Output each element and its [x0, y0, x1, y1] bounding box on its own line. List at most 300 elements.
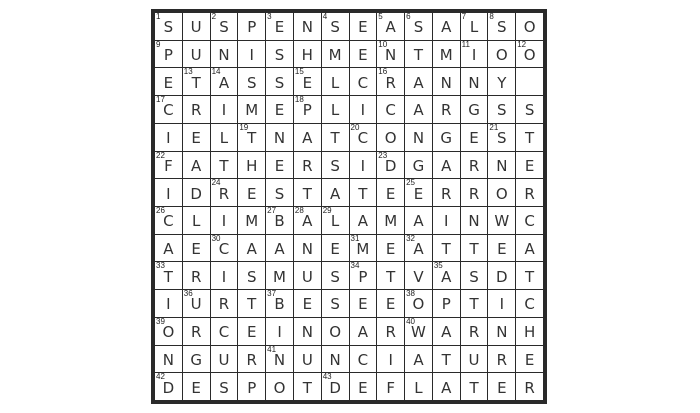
grid-cell[interactable] — [155, 68, 182, 95]
grid-cell[interactable] — [377, 124, 404, 151]
grid-cell[interactable] — [183, 68, 210, 95]
cell-letter: L — [330, 73, 340, 92]
grid-cell[interactable] — [377, 13, 404, 40]
grid-cell[interactable] — [488, 41, 515, 68]
clue-number: 11 — [461, 40, 470, 49]
grid-cell[interactable] — [322, 290, 349, 317]
grid-cell[interactable] — [516, 318, 543, 345]
cell-letter: M — [384, 212, 398, 231]
grid-cell[interactable] — [266, 68, 293, 95]
grid-cell[interactable] — [461, 96, 488, 123]
grid-cell[interactable] — [350, 373, 377, 400]
grid-cell[interactable] — [155, 262, 182, 289]
grid-cell[interactable] — [405, 152, 432, 179]
cell-letter: S — [330, 156, 340, 175]
grid-cell[interactable] — [294, 346, 321, 373]
grid-cell[interactable] — [238, 373, 265, 400]
grid-cell[interactable] — [433, 235, 460, 262]
grid-cell[interactable] — [461, 290, 488, 317]
grid-cell[interactable] — [211, 13, 238, 40]
grid-cell[interactable] — [155, 96, 182, 123]
cell-letter: A — [524, 240, 535, 259]
grid-cell[interactable] — [211, 346, 238, 373]
grid-cell[interactable] — [322, 68, 349, 95]
grid-cell[interactable] — [377, 346, 404, 373]
grid-cell[interactable] — [377, 152, 404, 179]
grid-cell[interactable] — [294, 262, 321, 289]
cell-letter: A — [191, 156, 202, 175]
grid-cell[interactable] — [183, 124, 210, 151]
clue-number: 6 — [406, 13, 411, 21]
grid-cell[interactable] — [461, 68, 488, 95]
grid-cell[interactable] — [183, 318, 210, 345]
cell-letter: T — [469, 378, 479, 397]
grid-cell[interactable] — [405, 235, 432, 262]
grid-cell[interactable] — [488, 262, 515, 289]
grid-cell[interactable] — [266, 179, 293, 206]
grid-cell[interactable] — [294, 207, 321, 234]
cell-letter: H — [246, 156, 258, 175]
cell-letter: N — [162, 350, 174, 369]
cell-letter: I — [388, 350, 393, 369]
grid-cell[interactable] — [516, 179, 543, 206]
grid-cell[interactable] — [405, 179, 432, 206]
grid-cell[interactable] — [155, 346, 182, 373]
grid-cell[interactable] — [516, 41, 543, 68]
grid-cell[interactable] — [183, 262, 210, 289]
clue-number: 21 — [489, 123, 499, 132]
grid-cell[interactable] — [238, 13, 265, 40]
grid-cell[interactable] — [350, 207, 377, 234]
cell-letter: A — [302, 212, 313, 231]
cell-letter: T — [191, 73, 201, 92]
grid-cell[interactable] — [155, 318, 182, 345]
grid-cell[interactable] — [183, 41, 210, 68]
cell-letter: A — [385, 18, 396, 37]
grid-cell[interactable] — [377, 41, 404, 68]
cell-letter: O — [329, 323, 341, 342]
cell-letter: N — [496, 323, 508, 342]
grid-cell[interactable] — [377, 290, 404, 317]
grid-cell[interactable] — [516, 207, 543, 234]
cell-letter: E — [524, 350, 535, 369]
clue-number: 43 — [322, 373, 332, 382]
grid-cell[interactable] — [377, 179, 404, 206]
grid-cell[interactable] — [488, 207, 515, 234]
cell-letter: P — [302, 101, 312, 120]
grid-cell[interactable] — [461, 152, 488, 179]
cell-letter: P — [358, 267, 368, 286]
grid-cell[interactable] — [238, 235, 265, 262]
grid-cell[interactable] — [488, 179, 515, 206]
cell-letter: U — [218, 350, 230, 369]
cell-letter: D — [496, 267, 508, 286]
cell-letter: H — [523, 323, 536, 342]
grid-cell[interactable] — [183, 235, 210, 262]
grid-cell[interactable] — [377, 96, 404, 123]
grid-cell[interactable] — [433, 68, 460, 95]
cell-letter: N — [468, 212, 480, 231]
grid-cell[interactable] — [350, 290, 377, 317]
grid-cell[interactable] — [238, 152, 265, 179]
grid-cell[interactable] — [350, 346, 377, 373]
grid-cell[interactable] — [461, 262, 488, 289]
clue-number: 33 — [156, 262, 165, 271]
cell-letter: N — [329, 350, 341, 369]
cell-letter: L — [330, 212, 340, 231]
clue-number: 9 — [156, 40, 161, 49]
grid-cell[interactable] — [266, 96, 293, 123]
grid-cell[interactable] — [405, 124, 432, 151]
grid-cell[interactable] — [350, 41, 377, 68]
grid-cell[interactable] — [461, 41, 488, 68]
grid-cell[interactable] — [183, 207, 210, 234]
grid-cell[interactable] — [211, 290, 238, 317]
grid-cell[interactable] — [433, 96, 460, 123]
grid-cell[interactable] — [266, 124, 293, 151]
grid-cell[interactable] — [350, 235, 377, 262]
grid-cell[interactable] — [294, 96, 321, 123]
cell-letter: T — [247, 295, 257, 314]
cell-letter: A — [413, 212, 424, 231]
cell-letter: U — [190, 18, 202, 37]
cell-letter: C — [163, 101, 174, 120]
grid-cell[interactable] — [433, 152, 460, 179]
grid-cell[interactable] — [322, 346, 349, 373]
cell-letter: T — [413, 46, 424, 65]
grid-cell[interactable] — [433, 207, 460, 234]
grid-cell[interactable] — [405, 41, 432, 68]
grid-cell[interactable] — [516, 262, 543, 289]
grid-cell[interactable] — [294, 290, 321, 317]
grid-cell[interactable] — [433, 290, 460, 317]
grid-cell[interactable] — [211, 318, 238, 345]
clue-number: 20 — [350, 123, 360, 132]
cell-letter: S — [497, 18, 507, 37]
grid-cell[interactable] — [266, 346, 293, 373]
grid-cell[interactable] — [211, 235, 238, 262]
grid-cell[interactable] — [350, 13, 377, 40]
grid-cell[interactable] — [211, 152, 238, 179]
grid-cell[interactable] — [516, 124, 543, 151]
grid-cell[interactable] — [155, 235, 182, 262]
cell-letter: R — [385, 73, 396, 92]
grid-cell[interactable] — [322, 235, 349, 262]
cell-letter: E — [385, 240, 396, 259]
cell-letter: E — [497, 240, 507, 259]
grid-cell[interactable] — [211, 373, 238, 400]
grid-cell[interactable] — [516, 290, 543, 317]
clue-number: 29 — [322, 206, 332, 215]
grid-cell[interactable] — [516, 96, 543, 123]
grid-cell[interactable] — [405, 68, 432, 95]
cell-letter: O — [495, 184, 508, 203]
grid-cell[interactable] — [211, 179, 238, 206]
grid-cell[interactable] — [266, 262, 293, 289]
grid-cell[interactable] — [238, 262, 265, 289]
grid-cell[interactable] — [405, 13, 432, 40]
grid-cell[interactable] — [488, 290, 515, 317]
cell-letter: P — [163, 46, 173, 65]
grid-cell[interactable] — [238, 207, 265, 234]
grid-cell[interactable] — [377, 262, 404, 289]
grid-cell[interactable] — [350, 96, 377, 123]
grid-cell[interactable] — [294, 179, 321, 206]
cell-letter: A — [413, 73, 424, 92]
grid-cell[interactable] — [377, 207, 404, 234]
cell-letter: D — [384, 156, 397, 175]
grid-cell[interactable] — [488, 68, 515, 95]
grid-cell[interactable] — [266, 235, 293, 262]
cell-letter: G — [190, 350, 202, 369]
cell-letter: E — [247, 184, 257, 203]
cell-letter: A — [441, 18, 452, 37]
grid-cell[interactable] — [516, 235, 543, 262]
grid-cell[interactable] — [433, 262, 460, 289]
grid-cell[interactable] — [516, 346, 543, 373]
cell-letter: T — [302, 184, 312, 203]
grid-cell[interactable] — [488, 96, 515, 123]
grid-cell[interactable] — [350, 318, 377, 345]
cell-letter: R — [218, 295, 230, 314]
grid-cell[interactable] — [294, 373, 321, 400]
grid-cell[interactable] — [516, 373, 543, 400]
clue-number: 14 — [211, 68, 221, 77]
grid-cell[interactable] — [350, 262, 377, 289]
grid-cell[interactable] — [461, 346, 488, 373]
grid-cell[interactable] — [405, 346, 432, 373]
grid-cell[interactable] — [155, 207, 182, 234]
cell-letter: L — [469, 18, 479, 37]
grid-cell[interactable] — [266, 318, 293, 345]
cell-letter: V — [413, 267, 424, 286]
grid-cell[interactable] — [238, 124, 265, 151]
grid-cell[interactable] — [266, 290, 293, 317]
clue-number: 7 — [461, 13, 467, 21]
grid-cell[interactable] — [294, 41, 321, 68]
grid-cell[interactable] — [294, 13, 321, 40]
cell-letter: D — [162, 378, 175, 397]
cell-letter: U — [190, 46, 202, 65]
grid-cell[interactable] — [405, 96, 432, 123]
grid-cell[interactable] — [377, 318, 404, 345]
grid-cell[interactable] — [155, 373, 182, 400]
grid-cell[interactable] — [322, 152, 349, 179]
grid-cell[interactable] — [433, 13, 460, 40]
cell-letter: E — [497, 378, 507, 397]
grid-cell[interactable] — [294, 152, 321, 179]
grid-cell[interactable] — [488, 318, 515, 345]
cell-letter: N — [468, 73, 480, 92]
grid-cell[interactable] — [266, 152, 293, 179]
grid-cell[interactable] — [322, 207, 349, 234]
grid-cell[interactable] — [211, 207, 238, 234]
grid-cell[interactable] — [433, 179, 460, 206]
grid-cell[interactable] — [294, 318, 321, 345]
cell-letter: L — [219, 129, 229, 148]
cell-letter: M — [356, 240, 370, 259]
grid-cell[interactable] — [211, 68, 238, 95]
grid-cell[interactable] — [266, 41, 293, 68]
grid-cell[interactable] — [488, 124, 515, 151]
cell-letter: I — [360, 156, 366, 175]
grid-cell[interactable] — [155, 290, 182, 317]
cell-letter: E — [274, 101, 285, 120]
grid-cell[interactable] — [155, 41, 182, 68]
cell-letter: A — [413, 240, 424, 259]
grid-cell[interactable] — [433, 318, 460, 345]
cell-letter: L — [414, 378, 423, 397]
cell-letter: N — [412, 129, 425, 148]
cell-letter: O — [495, 46, 508, 65]
grid-cell[interactable] — [322, 41, 349, 68]
cell-letter: S — [330, 295, 340, 314]
cell-letter: P — [247, 18, 257, 37]
grid-cell[interactable] — [322, 179, 349, 206]
grid-cell[interactable] — [516, 13, 543, 40]
cell-letter: M — [245, 212, 259, 231]
grid-cell[interactable] — [322, 318, 349, 345]
grid-cell[interactable] — [211, 41, 238, 68]
grid-cell[interactable] — [488, 152, 515, 179]
grid-cell[interactable] — [238, 68, 265, 95]
grid-cell[interactable] — [405, 318, 432, 345]
grid-cell[interactable] — [322, 96, 349, 123]
grid-cell[interactable] — [294, 235, 321, 262]
grid-cell[interactable] — [461, 179, 488, 206]
cell-letter: N — [273, 350, 286, 369]
clue-number: 19 — [239, 123, 249, 132]
cell-letter: U — [190, 295, 202, 314]
cell-letter: E — [191, 129, 201, 148]
cell-letter: M — [245, 101, 259, 120]
grid-cell[interactable] — [155, 179, 182, 206]
grid-cell[interactable] — [350, 68, 377, 95]
grid-cell[interactable] — [266, 207, 293, 234]
grid-cell[interactable] — [461, 235, 488, 262]
clue-number: 31 — [350, 234, 360, 243]
grid-cell[interactable] — [238, 179, 265, 206]
grid-cell[interactable] — [488, 235, 515, 262]
grid-cell[interactable] — [183, 346, 210, 373]
cell-letter: D — [329, 378, 341, 397]
grid-cell[interactable] — [183, 96, 210, 123]
grid-cell[interactable] — [238, 318, 265, 345]
grid-cell[interactable] — [211, 124, 238, 151]
clue-number: 2 — [211, 13, 217, 21]
cell-letter: W — [494, 212, 510, 231]
grid-cell[interactable] — [405, 373, 432, 400]
cell-letter: S — [330, 267, 340, 286]
grid-cell[interactable] — [322, 373, 349, 400]
grid-cell[interactable] — [211, 96, 238, 123]
cell-letter: I — [166, 295, 171, 314]
grid-cell[interactable] — [433, 373, 460, 400]
grid-cell[interactable] — [461, 124, 488, 151]
grid-cell[interactable] — [238, 41, 265, 68]
grid-cell[interactable] — [516, 152, 543, 179]
grid-cell[interactable] — [183, 373, 210, 400]
grid-cell[interactable] — [322, 262, 349, 289]
grid-cell[interactable] — [405, 207, 432, 234]
grid-cell[interactable] — [405, 290, 432, 317]
grid-cell[interactable] — [322, 124, 349, 151]
cell-letter: E — [358, 46, 368, 65]
cell-letter: T — [525, 129, 535, 148]
grid-cell[interactable] — [266, 373, 293, 400]
grid-cell[interactable] — [350, 124, 377, 151]
grid-cell[interactable] — [377, 235, 404, 262]
cell-letter: S — [274, 73, 285, 92]
grid-cell[interactable] — [294, 68, 321, 95]
grid-cell[interactable] — [488, 13, 515, 40]
cell-letter: O — [162, 323, 175, 342]
grid-cell[interactable] — [461, 13, 488, 40]
grid-cell[interactable] — [433, 41, 460, 68]
grid-cell[interactable] — [350, 152, 377, 179]
grid-cell[interactable] — [155, 124, 182, 151]
grid-cell[interactable] — [433, 124, 460, 151]
grid-cell[interactable] — [433, 346, 460, 373]
cell-letter: S — [219, 18, 229, 37]
grid-cell[interactable] — [516, 68, 543, 95]
cell-letter: I — [221, 101, 227, 120]
grid-cell[interactable] — [488, 346, 515, 373]
grid-cell[interactable] — [183, 152, 210, 179]
cell-letter: T — [219, 156, 229, 175]
cell-letter: E — [330, 240, 340, 259]
grid-cell[interactable] — [461, 373, 488, 400]
grid-cell[interactable] — [238, 346, 265, 373]
grid-cell[interactable] — [183, 290, 210, 317]
grid-cell[interactable] — [461, 318, 488, 345]
grid-cell[interactable] — [461, 207, 488, 234]
cell-letter: O — [523, 18, 536, 37]
grid-cell[interactable] — [183, 179, 210, 206]
cell-letter: A — [329, 184, 341, 203]
cell-letter: M — [439, 46, 453, 65]
clue-number: 25 — [406, 179, 415, 188]
grid-cell[interactable] — [377, 68, 404, 95]
clue-number: 37 — [267, 290, 277, 299]
grid-cell[interactable] — [322, 13, 349, 40]
cell-letter: S — [413, 18, 424, 37]
grid-cell[interactable] — [377, 373, 404, 400]
cell-letter: I — [221, 212, 227, 231]
grid-cell[interactable] — [155, 152, 182, 179]
grid-cell[interactable] — [238, 290, 265, 317]
grid-cell[interactable] — [266, 13, 293, 40]
cell-letter: E — [163, 73, 174, 92]
grid-cell[interactable] — [211, 262, 238, 289]
grid-cell[interactable] — [488, 373, 515, 400]
cell-letter: T — [163, 267, 173, 286]
grid-cell[interactable] — [238, 96, 265, 123]
clue-number: 34 — [350, 262, 360, 271]
cell-letter: E — [358, 378, 368, 397]
grid-cell[interactable] — [405, 262, 432, 289]
cell-letter: C — [357, 73, 369, 92]
clue-number: 36 — [183, 290, 193, 299]
grid-cell[interactable] — [155, 13, 182, 40]
clue-number: 39 — [156, 317, 165, 326]
grid-cell[interactable] — [350, 179, 377, 206]
cell-letter: A — [357, 323, 369, 342]
cell-letter: R — [496, 350, 508, 369]
cell-letter: H — [301, 46, 313, 65]
grid-cell[interactable] — [183, 13, 210, 40]
grid-cell[interactable] — [294, 124, 321, 151]
